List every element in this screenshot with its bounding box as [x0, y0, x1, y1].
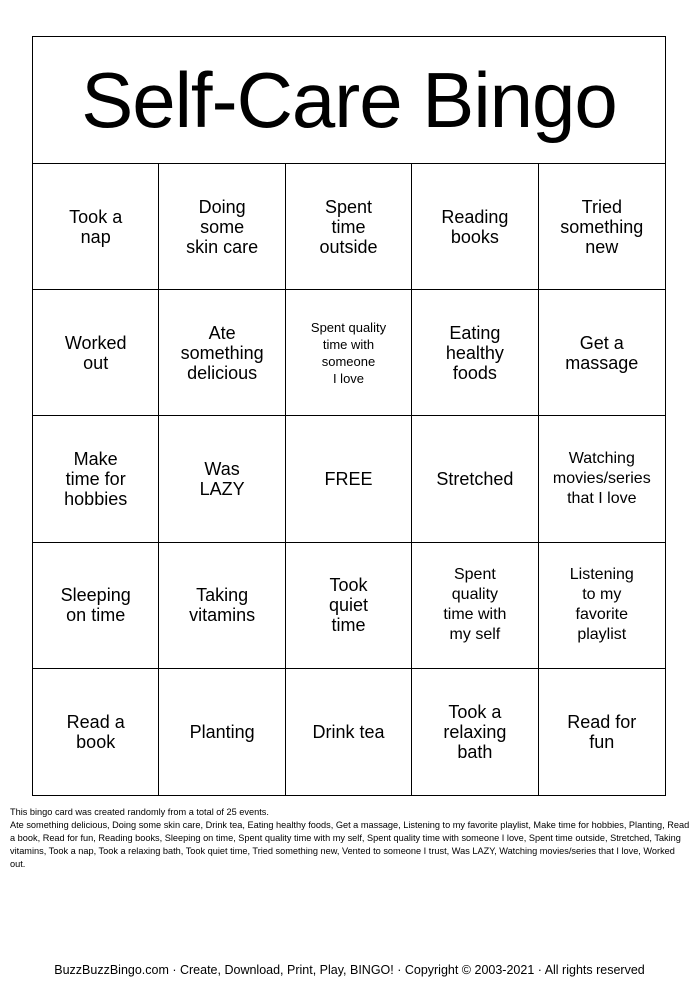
bingo-cell: Took a relaxing bath [412, 669, 538, 795]
bingo-cell: Spent quality time with someone I love [286, 290, 412, 416]
bingo-cell: Read a book [33, 669, 159, 795]
bingo-cell: Spent time outside [286, 164, 412, 290]
bingo-cell: Was LAZY [159, 416, 285, 542]
bingo-cell: Took a nap [33, 164, 159, 290]
bingo-cell: Planting [159, 669, 285, 795]
card-title: Self-Care Bingo [33, 37, 665, 164]
bingo-cell: Reading books [412, 164, 538, 290]
event-note [10, 806, 690, 871]
bingo-cell: Eating healthy foods [412, 290, 538, 416]
bingo-cell-free: FREE [286, 416, 412, 542]
bingo-cell: Listening to my favorite playlist [539, 543, 665, 669]
bingo-cell: Worked out [33, 290, 159, 416]
bingo-cell: Make time for hobbies [33, 416, 159, 542]
bingo-cell: Tried something new [539, 164, 665, 290]
bingo-cell: Sleeping on time [33, 543, 159, 669]
note-events: Ate something delicious, Doing some skin care, Drink tea, Eating healthy foods, Get a massage, Listening to my favorite playlist, Make time for hobbies, Planting, Read a book, Read for fun, Reading books, Sleeping on time, Spent quality time with my self, Spent quality time with someone I love, Spent time outside, Stretched, Taking vitamins, Took a nap, Took a relaxing bath, Took quiet time, Tried something new, Vented to someone I trust, Was LAZY, Watching movies/series that I love, Worked out. [10, 820, 690, 869]
bingo-cell: Took quiet time [286, 543, 412, 669]
bingo-cell: Ate something delicious [159, 290, 285, 416]
bingo-cell: Drink tea [286, 669, 412, 795]
bingo-card [32, 36, 666, 796]
bingo-cell: Read for fun [567, 711, 637, 752]
bingo-cell: Taking vitamins [159, 543, 285, 669]
bingo-cell: Get a massage [539, 290, 665, 416]
note-intro: This bingo card was created randomly from a total of 25 events. [10, 807, 269, 817]
footer: BuzzBuzzBingo.com · Create, Download, Print, Play, BINGO! · Copyright © 2003-2021 · All rights reserved [54, 963, 645, 977]
bingo-grid [33, 164, 665, 795]
bingo-cell: Spent quality time with my self [412, 543, 538, 669]
bingo-cell: Stretched [412, 416, 538, 542]
bingo-cell: Doing some skin care [159, 164, 285, 290]
bingo-cell: Watching movies/series that I love [539, 416, 665, 542]
